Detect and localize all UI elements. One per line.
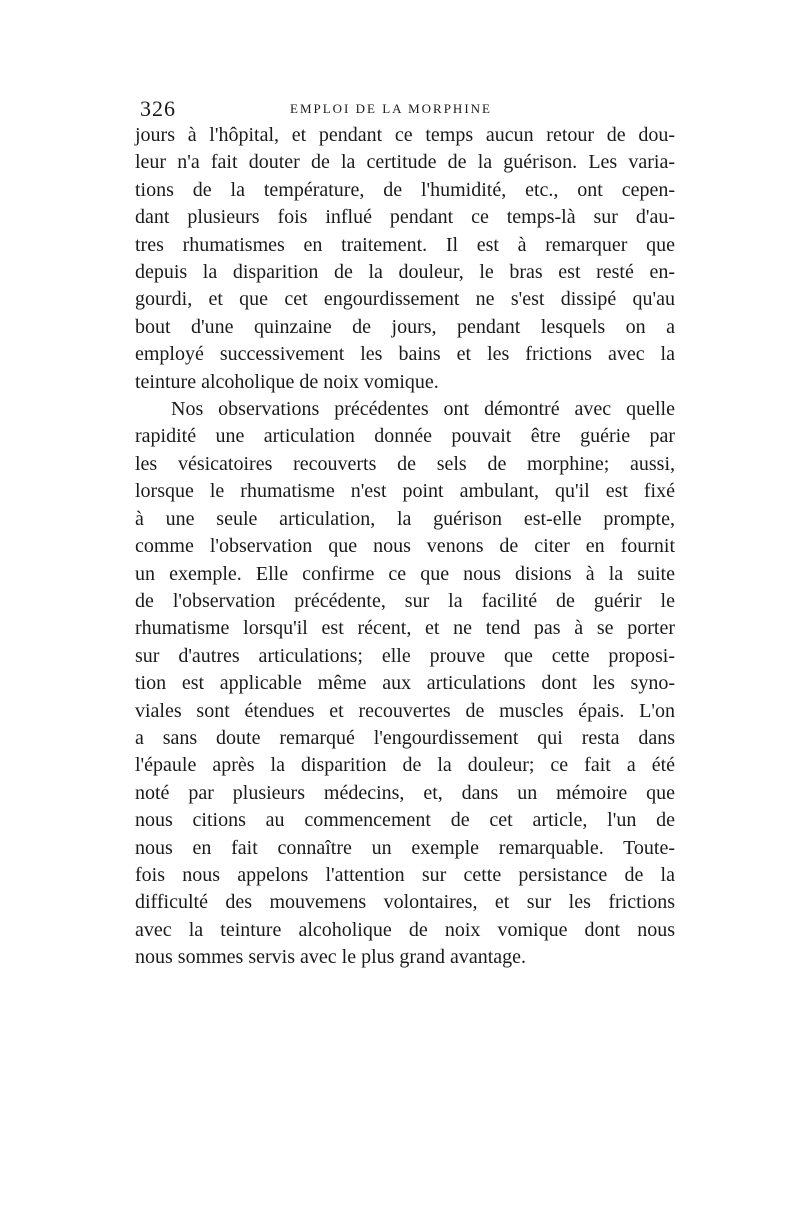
text-line: avec la teinture alcoholique de noix vomique dont nous (135, 918, 675, 941)
text-line: fois nous appelons l'attention sur cette persistance de la (135, 863, 675, 886)
running-title: EMPLOI DE LA MORPHINE (290, 101, 492, 116)
text-line: nous citions au commencement de cet article, l'un de (135, 809, 675, 832)
text-line: dant plusieurs fois influé pendant ce temps-là sur d'au- (135, 206, 675, 229)
text-line: comme l'observation que nous venons de citer en fournit (135, 535, 675, 558)
text-line: de l'observation précédente, sur la facilité de guérir le (135, 589, 675, 612)
text-line: nous en fait connaître un exemple remarquable. Toute- (135, 836, 675, 859)
text-line: bout d'une quinzaine de jours, pendant lesquels on a (135, 315, 675, 338)
text-line: difficulté des mouvemens volontaires, et sur les frictions (135, 891, 675, 914)
text-line: depuis la disparition de la douleur, le bras est resté en- (135, 261, 675, 284)
text-line: lorsque le rhumatisme n'est point ambulant, qu'il est fixé (135, 480, 675, 503)
text-line: l'épaule après la disparition de la douleur; ce fait a été (135, 754, 675, 777)
text-line: employé successivement les bains et les frictions avec la (135, 343, 675, 366)
text-line: leur n'a fait douter de la certitude de la guérison. Les varia- (135, 151, 675, 174)
text-line: Nos observations précédentes ont démontré avec quelle (171, 398, 675, 421)
text-line: tions de la température, de l'humidité, etc., ont cepen- (135, 178, 675, 201)
text-line: teinture alcoholique de noix vomique. (135, 370, 439, 393)
text-line: a sans doute remarqué l'engourdissement qui resta dans (135, 726, 675, 749)
body-text (135, 122, 675, 972)
text-line: viales sont étendues et recouvertes de muscles épais. L'on (135, 699, 675, 722)
text-line: rhumatisme lorsqu'il est récent, et ne tend pas à se porter (135, 617, 675, 640)
text-line: un exemple. Elle confirme ce que nous disions à la suite (135, 562, 675, 585)
text-line: à une seule articulation, la guérison est-elle prompte, (135, 507, 675, 530)
text-line: nous sommes servis avec le plus grand avantage. (135, 946, 527, 969)
text-line: jours à l'hôpital, et pendant ce temps aucun retour de dou- (135, 124, 675, 146)
text-line: rapidité une articulation donnée pouvait être guérie par (135, 425, 675, 448)
page-header (140, 96, 660, 120)
page-number: 326 (140, 96, 176, 121)
text-line: tion est applicable même aux articulations dont les syno- (135, 672, 675, 695)
text-line: gourdi, et que cet engourdissement ne s'est dissipé qu'au (135, 288, 675, 311)
text-line: les vésicatoires recouverts de sels de morphine; aussi, (135, 452, 675, 475)
text-line: sur d'autres articulations; elle prouve que cette proposi- (135, 644, 675, 667)
text-line: tres rhumatismes en traitement. Il est à remarquer que (135, 233, 675, 256)
text-line: noté par plusieurs médecins, et, dans un mémoire que (135, 781, 675, 804)
